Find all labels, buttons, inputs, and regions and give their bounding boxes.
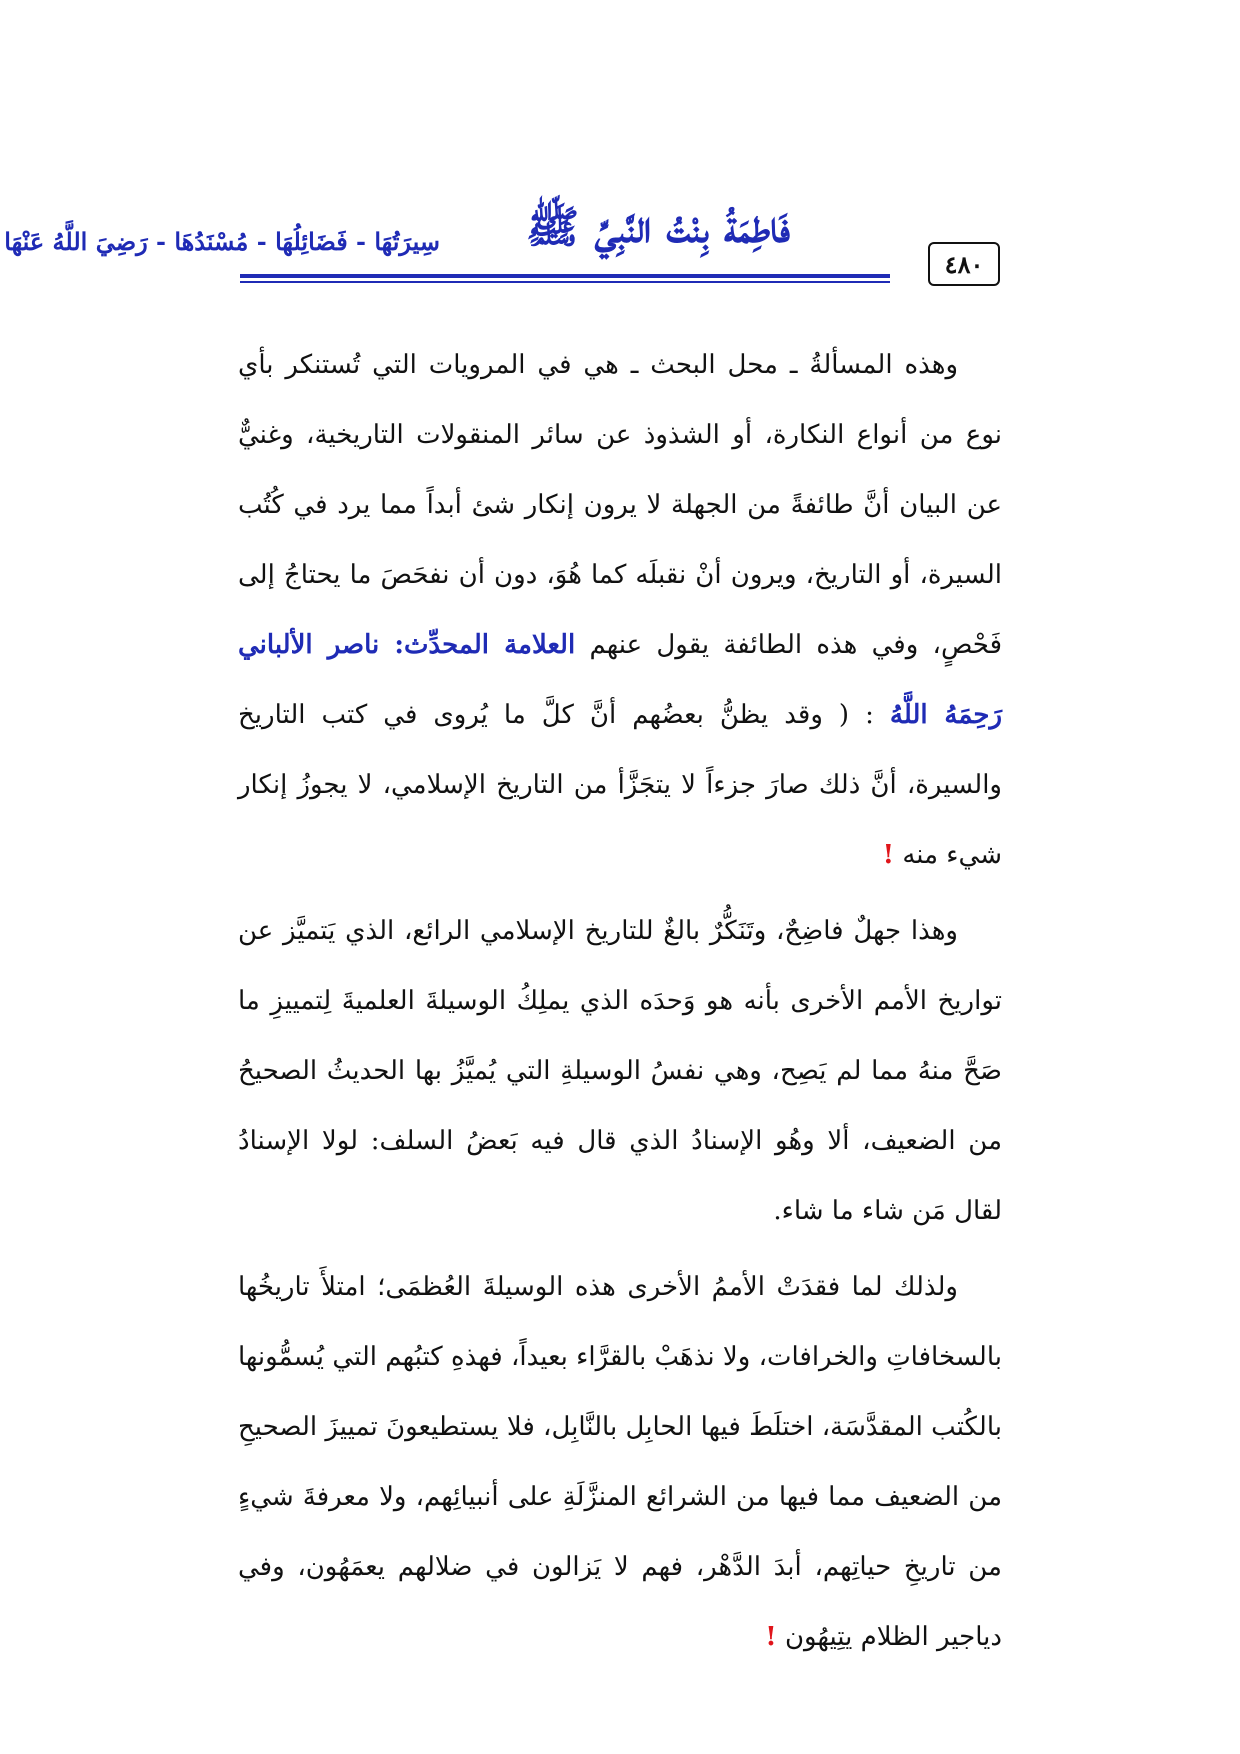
header-rule-thin (240, 281, 890, 283)
exclamation-mark: ! (765, 1622, 777, 1652)
book-title: فَاطِمَةُ بِنْتُ النَّبِيِّ ﷺ (526, 202, 790, 253)
paragraph-1 (238, 330, 1002, 890)
scholar-name: العلامة المحدِّث: ناصر الألباني رَحِمَهُ اللَّهُ (238, 630, 1003, 730)
paragraph-3-text: ولذلك لما فقدَتْ الأممُ الأخرى هذه الوسيلةَ العُظمَى؛ امتلأَ تاريخُها بالسخافاتِ والخرافات، ولا نذهَبْ بالقرَّاء بعيداً، فهذهِ كتبُهم التي يُسمُّونها بالكُتب المقدَّسَة، اختلَطَ فيها الحابِل بالنَّابِل، فلا يستطيعونَ تمييزَ الصحيحِ من الضعيف مما فيها من الشرائع المنزَّلَةِ على أنبيائِهم، ولا معرفةَ شيءٍ من تاريخِ حياتِهم، أبدَ الدَّهْر، فهم لا يَزالون في ضلالهم يعمَهُون، وفي دياجير الظلام يتِيهُون (238, 1272, 1002, 1652)
page-header (4, 178, 1000, 293)
book-subtitle: سِيرَتُهَا - فَضَائِلُهَا - مُسْنَدُهَا - رَضِيَ اللَّهُ عَنْهَا (4, 227, 440, 256)
paragraph-2-text: وهذا جهلٌ فاضِحٌ، وتَنَكُّرٌ بالغٌ للتاريخ الإسلامي الرائع، الذي يَتميَّز عن تواريخ الأمم الأخرى بأنه هو وَحدَه الذي يملِكُ الوسيلةَ العلميةَ لِتمييزِ ما صَحَّ منهُ مما لم يَصِح، وهي نفسُ الوسيلةِ التي يُميَّزُ بها الحديثُ الصحيحُ من الضعيف، ألا وهُو الإسنادُ الذي قال فيه بَعضُ السلف: لولا الإسنادُ لقال مَن شاء ما شاء. (238, 916, 1002, 1226)
paragraph-1-text: وهذه المسألةُ ـ محل البحث ـ هي في المرويات التي تُستنكر بأي نوع من أنواع النكارة، أو الشذوذ عن سائر المنقولات التاريخية، وغنيٌّ عن البيان أنَّ طائفةً من الجهلة لا يرون إنكار شئ أبداً مما يرد في كُتُب السيرة، أو التاريخ، ويرون أنْ نقبلَه كما هُوَ، دون أن نفحَصَ ما يحتاجُ إلى فَحْصٍ، وفي هذه الطائفة يقول عنهم (238, 350, 1003, 660)
exclamation-mark: ! (882, 840, 895, 870)
header-rule (240, 274, 890, 278)
page-body (238, 330, 1002, 1672)
paragraph-2 (238, 896, 1002, 1246)
page-number: ٤٨٠ (928, 242, 1000, 286)
paragraph-3 (238, 1252, 1002, 1672)
quote-text: : ( وقد يظنُّ بعضُهم أنَّ كلَّ ما يُروى في كتب التاريخ والسيرة، أنَّ ذلك صارَ جزءاً لا يتجَزَّأ من التاريخ الإسلامي، لا يجوزُ إنكار شيء منه (238, 700, 1002, 870)
